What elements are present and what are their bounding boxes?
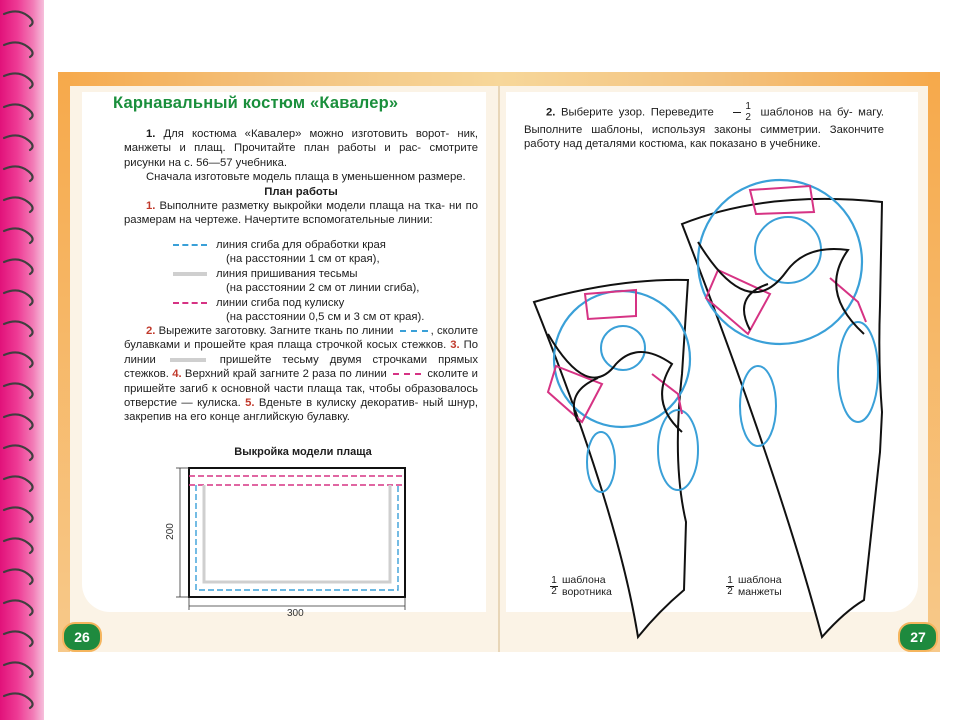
step-1-text: Выполните разметку выкройки модели плаща на тка- ни по размерам на чертеже. Начертите вспомогательные линии: [124,200,478,227]
page-number-left: 26 [62,622,102,652]
binding-ring [4,445,33,460]
right-step-number: 2. [546,106,556,119]
cuff-template [682,180,882,637]
binding-ring [4,135,33,150]
step-5-text: Вденьте в кулиску декоратив- ный шнур, закрепив на его конце английскую булавку. [124,397,479,424]
step-4-text-a: Верхний край загните 2 раза по линии [184,368,387,381]
height-dimension-label: 200 [164,523,176,540]
binding-ring [4,11,33,26]
step-5-number: 5. [245,397,255,410]
collar-caption-line-2: воротника [562,586,612,598]
collar-caption-line-1: шаблона [562,574,606,586]
legend-item-label: линия сгиба для обработки края [216,239,386,251]
page-title: Карнавальный костюм «Кавалер» [113,94,399,112]
intro-paragraph-1: Для костюма «Кавалер» можно изготовить ворот- ник, манжеты и плащ. Прочитайте план работы и рас- смотрите рисунки на с. 56—57 учебника. [124,128,478,169]
binding-ring [4,166,33,181]
cuff-caption-line-1: шаблона [738,574,782,586]
cuff-outline [682,199,882,637]
binding-ring [4,383,33,398]
intro-paragraph-2: Сначала изготовьте модель плаща в уменьшенном размере. [146,171,466,184]
binding-ring [4,42,33,57]
step-2-text-b: , сколите булавками и прошейте края плаща строчкой косых стежков. [124,325,479,352]
binding-ring [4,259,33,274]
intro-number: 1. [146,128,156,140]
binding-ring [4,569,33,584]
step-3-text-b: пришейте тесьму двумя строчками прямых стежков. [124,353,478,381]
collar-caption [546,574,612,598]
binding-rings [0,0,44,720]
binding-ring [4,693,33,708]
fraction-one-half: $\frac{1}{2}$ [723,102,751,123]
figure-caption: Выкройка модели плаща [234,446,372,458]
binding-ring [4,476,33,491]
binding-ring [4,600,33,615]
step-2-text-a: Вырежите заготовку. Загните ткань по линии [158,325,394,337]
legend-item-note: (на расстоянии 0,5 см и 3 см от края). [226,311,425,324]
step-3-text-a: По линии [124,339,478,366]
collar-fraction: $\frac{1}{2}$ [551,574,557,597]
legend-item-label: линии сгиба под кулиску [216,296,345,309]
cuff-caption-line-2: манжеты [738,586,782,598]
binding-ring [4,631,33,646]
book-spread [58,72,940,652]
binding-ring [4,662,33,677]
binding-ring [4,197,33,212]
legend-item-note: (на расстоянии 1 см от края), [226,253,380,266]
cuff-caption [722,574,782,598]
right-step-text-b: шаблонов на бу- магу. Выполните шаблоны, используя законы симметрии. Закончите работу над деталями костюма, как показано в учебнике. [524,106,885,151]
binding-ring [4,321,33,336]
step-1-number: 1. [146,200,156,213]
binding-ring [4,507,33,522]
binding-ring [4,73,33,88]
right-step-text-a: Выберите узор. Переведите [560,106,714,119]
binding-ring [4,104,33,119]
plan-heading: План работы [264,185,338,198]
page-number-right: 27 [898,622,938,652]
legend-item-note: (на расстоянии 2 см от линии сгиба), [226,282,420,295]
cuff-fraction: $\frac{1}{2}$ [727,574,733,597]
binding-ring [4,228,33,243]
templates-drawing [58,72,940,652]
step-4-text-b: сколите и пришейте загиб к основной части плаща так, чтобы образовалось отверстие — кулиска. [124,368,478,410]
width-dimension-label: 300 [287,608,304,619]
binding-ring [4,352,33,367]
legend-item-label: линия пришивания тесьмы [216,267,358,280]
binding-ring [4,414,33,429]
step-3-number: 3. [450,339,460,352]
step-2-number: 2. [146,325,156,337]
binding-ring [4,290,33,305]
step-4-number: 4. [172,368,182,381]
binding-ring [4,538,33,553]
